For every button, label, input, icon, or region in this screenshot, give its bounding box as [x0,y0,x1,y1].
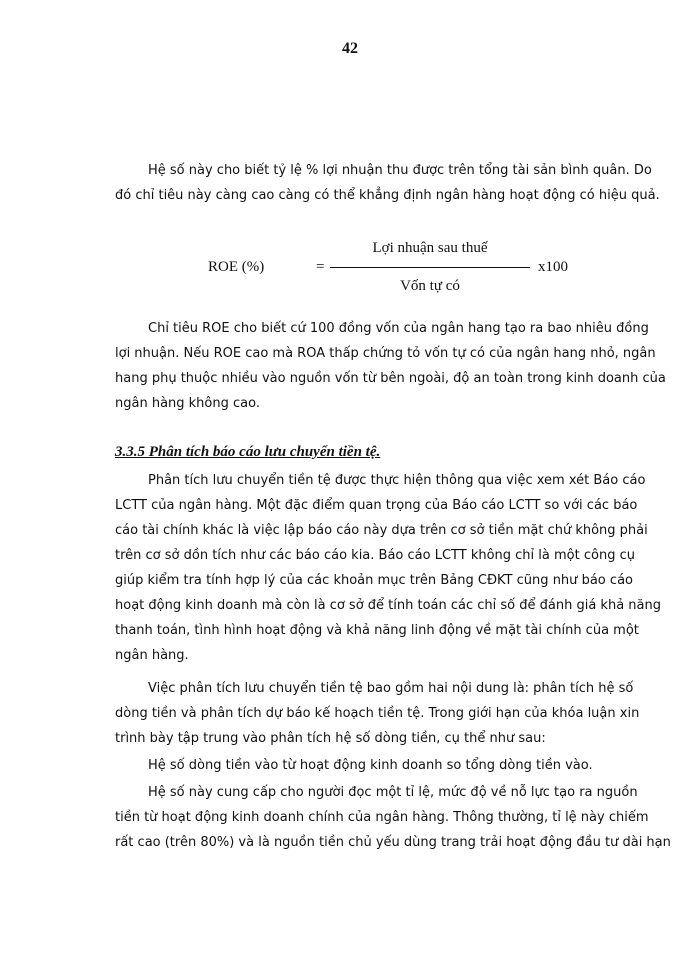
text-line: hang phụ thuộc nhiều vào nguồn vốn từ bên ngoài, độ an toàn trong kinh doanh của [115,371,666,386]
roe-formula [0,240,700,300]
fraction-bar [330,267,530,268]
text-line: cáo tài chính khác là việc lập báo cáo này dựa trên cơ sở tiền mặt chứ không phải [115,523,648,538]
text-line: ngân hàng. [115,648,189,663]
text-line: thanh toán, tình hình hoạt động và khả năng linh động về mặt tài chính của một [115,623,639,638]
text-line: trình bày tập trung vào phân tích hệ số dòng tiền, cụ thể như sau: [115,731,546,746]
formula-multiplier: x100 [538,259,568,275]
formula-denominator: Vốn tự có [400,278,460,294]
page-number: 42 [342,40,358,57]
text-line: trên cơ sở dồn tích như các báo cáo kia. Báo cáo LCTT không chỉ là một công cụ [115,548,635,563]
text-line: hoạt động kinh doanh mà còn là cơ sở để tính toán các chỉ số để đánh giá khả năng [115,598,661,613]
paragraph-cashflow-analysis [115,468,661,668]
text-line: dòng tiền và phân tích dự báo kế hoạch tiền tệ. Trong giới hạn của khóa luận xin [115,706,640,721]
text-line: Việc phân tích lưu chuyển tiền tệ bao gồm hai nội dung là: phân tích hệ số [148,681,634,696]
text-line: LCTT của ngân hàng. Một đặc điểm quan trọng của Báo cáo LCTT so với các báo [115,498,638,513]
text-line: giúp kiểm tra tính hợp lý của các khoản mục trên Bảng CĐKT cũng như báo cáo [115,573,633,588]
text-line: lợi nhuận. Nếu ROE cao mà ROA thấp chứng tỏ vốn tự có của ngân hang nhỏ, ngân [115,346,656,361]
text-line: Chỉ tiêu ROE cho biết cứ 100 đồng vốn của ngân hang tạo ra bao nhiêu đồng [148,321,649,336]
paragraph-roa-explanation [115,158,660,208]
text-line: tiền từ hoạt động kinh doanh chính của ngân hàng. Thông thường, tỉ lệ này chiếm [115,810,649,825]
text-line: rất cao (trên 80%) và là nguồn tiền chủ yếu dùng trang trải hoạt động đầu tư dài hạn [115,835,671,850]
text-line: đó chỉ tiêu này càng cao càng có thể khẳng định ngân hàng hoạt động có hiệu quả. [115,188,660,203]
paragraph-roe-explanation [115,316,666,416]
formula-lhs: ROE (%) [208,259,265,275]
text-line: Phân tích lưu chuyển tiền tệ được thực hiện thông qua việc xem xét Báo cáo [148,473,646,488]
ratio-title: Hệ số dòng tiền vào từ hoạt động kinh doanh so tổng dòng tiền vào. [148,758,593,773]
text-line: ngân hàng không cao. [115,396,260,411]
formula-equals-sign: = [316,259,325,275]
paragraph-analysis-content [115,676,640,751]
text-line: Hệ số này cho biết tỷ lệ % lợi nhuận thu được trên tổng tài sản bình quân. Do [148,163,652,178]
formula-numerator: Lợi nhuận sau thuế [372,240,488,256]
section-heading: 3.3.5 Phân tích báo cáo lưu chuyển tiền tệ. [115,444,381,460]
text-line: Hệ số này cung cấp cho người đọc một tỉ lệ, mức độ về nỗ lực tạo ra nguồn [148,785,638,800]
paragraph-ratio-explanation [115,780,671,855]
